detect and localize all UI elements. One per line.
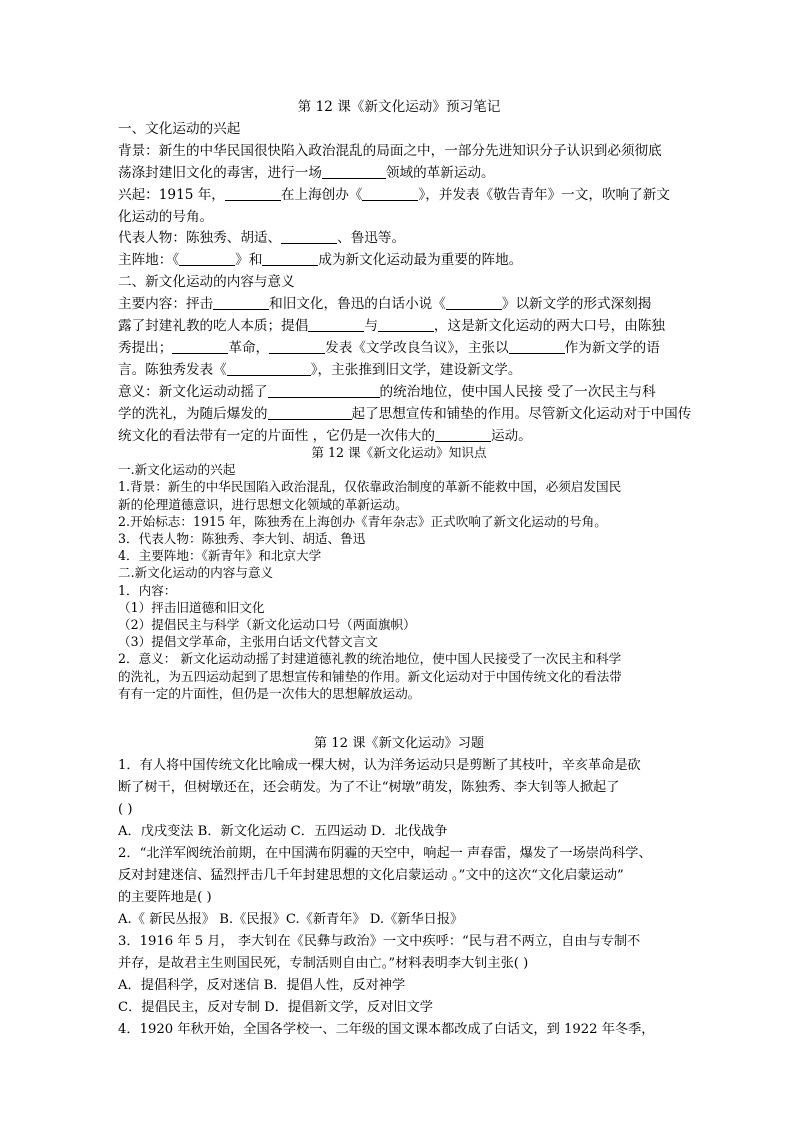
rise-line-2: 化运动的号角。 — [118, 208, 214, 225]
question-2-line: 的主要阵地是( ) — [118, 890, 212, 905]
preview-notes-title: 第 12 课《新文化运动》预习笔记 — [297, 99, 501, 115]
fill-blank[interactable] — [378, 318, 434, 333]
fill-blank[interactable] — [227, 361, 311, 376]
fill-blank[interactable] — [509, 339, 565, 354]
kp-line: （3）提倡文学革命，主张用白话文代替文言文 — [118, 634, 378, 650]
fill-blank[interactable] — [322, 164, 386, 179]
fill-blank[interactable] — [446, 296, 502, 311]
fill-blank[interactable] — [269, 339, 325, 354]
question-1-answer-slot[interactable]: ( ) — [118, 802, 133, 817]
kp-line: （1）抨击旧道德和旧文化 — [118, 599, 265, 615]
content-line-1: 主要内容：抨击 和旧文化，鲁迅的白话小说《 》以新文学的形式深刻揭 — [118, 296, 652, 313]
heading-content: 二、新文化运动的内容与意义 — [118, 274, 295, 291]
rise-line: 兴起：1915 年， 在上海创办《 》，并发表《敬告青年》一文，吹响了新文 — [118, 186, 670, 203]
fill-blank[interactable] — [268, 383, 380, 398]
content-line-4: 言。陈独秀发表《 》，主张推到旧文学，建设新文学。 — [118, 361, 522, 378]
fill-blank[interactable] — [281, 230, 337, 245]
question-4-line: 4．1920 年秋开始，全国各学校一、二年级的国文课本都改成了白话文，到 1922 年冬季， — [118, 1022, 655, 1037]
exercises-section — [118, 733, 680, 1041]
question-3-options: C．提倡民主，反对专制 D．提倡新文学，反对旧文学 — [118, 1000, 433, 1015]
preview-notes-section — [118, 97, 692, 448]
question-1-line: 1．有人将中国传统文化比喻成一棵大树，认为洋务运动只是剪断了其枝叶，辛亥革命是砍 — [118, 758, 641, 773]
exercises-title: 第 12 课《新文化运动》习题 — [313, 736, 485, 751]
background-line-2: 荡涤封建旧文化的毒害，进行一场 领域的革新运动。 — [118, 164, 495, 181]
question-1-line: 断了树干，但树墩还在，还会萌发。为了不让“树墩”萌发，陈独秀、李大钊等人掀起了 — [118, 780, 620, 795]
meaning-line-1: 意义：新文化运动动摇了 的统治地位，使中国人民接 受了一次民主与科 — [118, 383, 656, 400]
fill-blank[interactable] — [172, 339, 228, 354]
meaning-line-3: 统文化的看法带有一定的片面性 ，它仍是一次伟大的 运动。 — [118, 427, 532, 444]
question-3-line: 并存，是故君主生则国民死，专制活则自由亡。”材料表明李大钊主张( ) — [118, 956, 529, 971]
heading-rise: 一、文化运动的兴起 — [118, 120, 241, 137]
kp-line: 4．主要阵地：《新青年》和北京大学 — [118, 548, 322, 564]
kp-line: 2．意义： 新文化运动动摇了封建道德礼教的统治地位，使中国人民接受了一次民主和科学 — [118, 651, 622, 667]
kp-line: 新的伦理道德意识，进行思想文化领域的革新运动。 — [118, 496, 408, 512]
fill-blank[interactable] — [435, 427, 491, 442]
kp-line: （2）提倡民主与科学（新文化运动口号（两面旗帜） — [118, 617, 416, 633]
fill-blank[interactable] — [213, 296, 269, 311]
kp-line: 有有一定的片面性，但仍是一次伟大的思想解放运动。 — [118, 685, 421, 701]
content-line-2: 露了封建礼教的吃人本质；提倡 与 ，这是新文化运动的两大口号，由陈独 — [118, 318, 665, 335]
question-2-options: A.《 新民丛报》 B.《民报》C.《新青年》 D.《新华日报》 — [118, 912, 464, 927]
fill-blank[interactable] — [362, 186, 418, 201]
kp-line: 二.新文化运动的内容与意义 — [118, 565, 274, 581]
content-line-3: 秀提出； 革命， 发表《文学改良刍议》，主张以 作为新文学的语 — [118, 339, 660, 356]
question-3-options: A．提倡科学，反对迷信 B．提倡人性，反对神学 — [118, 978, 406, 993]
question-2-line: 2．“北洋军阀统治前期，在中国满布阴霾的天空中，响起一 声春雷，爆发了一场崇尚科学、 — [118, 846, 652, 861]
fill-blank[interactable] — [268, 405, 352, 420]
kp-line: 3．代表人物：陈独秀、李大钊、胡适、鲁迅 — [118, 531, 366, 547]
fill-blank[interactable] — [179, 252, 235, 267]
question-2-line: 反对封建迷信、猛烈抨击几千年封建思想的文化启蒙运动 。”文中的这次“文化启蒙运动” — [118, 868, 624, 883]
kp-line: 1.背景：新生的中华民国陷入政治混乱，仅依靠政治制度的革新不能救中国，必须启发国民 — [118, 479, 622, 495]
fill-blank[interactable] — [262, 252, 318, 267]
meaning-line-2: 学的洗礼，为随后爆发的 起了思想宣传和铺垫的作用。尽管新文化运动对于中国传 — [118, 405, 692, 422]
representatives-line: 代表人物：陈独秀、胡适、 、鲁迅等。 — [118, 230, 406, 247]
question-3-line: 3．1916 年 5 月， 李大钊在《民彝与政治》一文中疾呼：“民与君不两立，自由与专制不 — [118, 934, 641, 949]
main-base-line: 主阵地：《 》和 成为新文化运动最为重要的阵地。 — [118, 252, 523, 269]
question-1-options: A．戊戌变法 B．新文化运动 C．五四运动 D．北伐战争 — [118, 824, 448, 839]
fill-blank[interactable] — [308, 318, 364, 333]
kp-line: 1．内容： — [118, 582, 177, 598]
kp-line: 一.新文化运动的兴起 — [118, 462, 236, 478]
knowledge-points-title: 第 12 课《新文化运动》知识点 — [311, 445, 487, 460]
knowledge-points-section — [118, 444, 680, 702]
kp-line: 2.开始标志：1915 年，陈独秀在上海创办《青年杂志》正式吹响了新文化运动的号角。 — [118, 513, 607, 529]
background-line: 背景：新生的中华民国很快陷入政治混乱的局面之中，一部分先进知识分子认识到必须彻底 — [118, 142, 662, 159]
kp-line: 的洗礼，为五四运动起到了思想宣传和铺垫的作用。新文化运动对于中国传统文化的看法带 — [118, 668, 622, 684]
fill-blank[interactable] — [225, 186, 281, 201]
